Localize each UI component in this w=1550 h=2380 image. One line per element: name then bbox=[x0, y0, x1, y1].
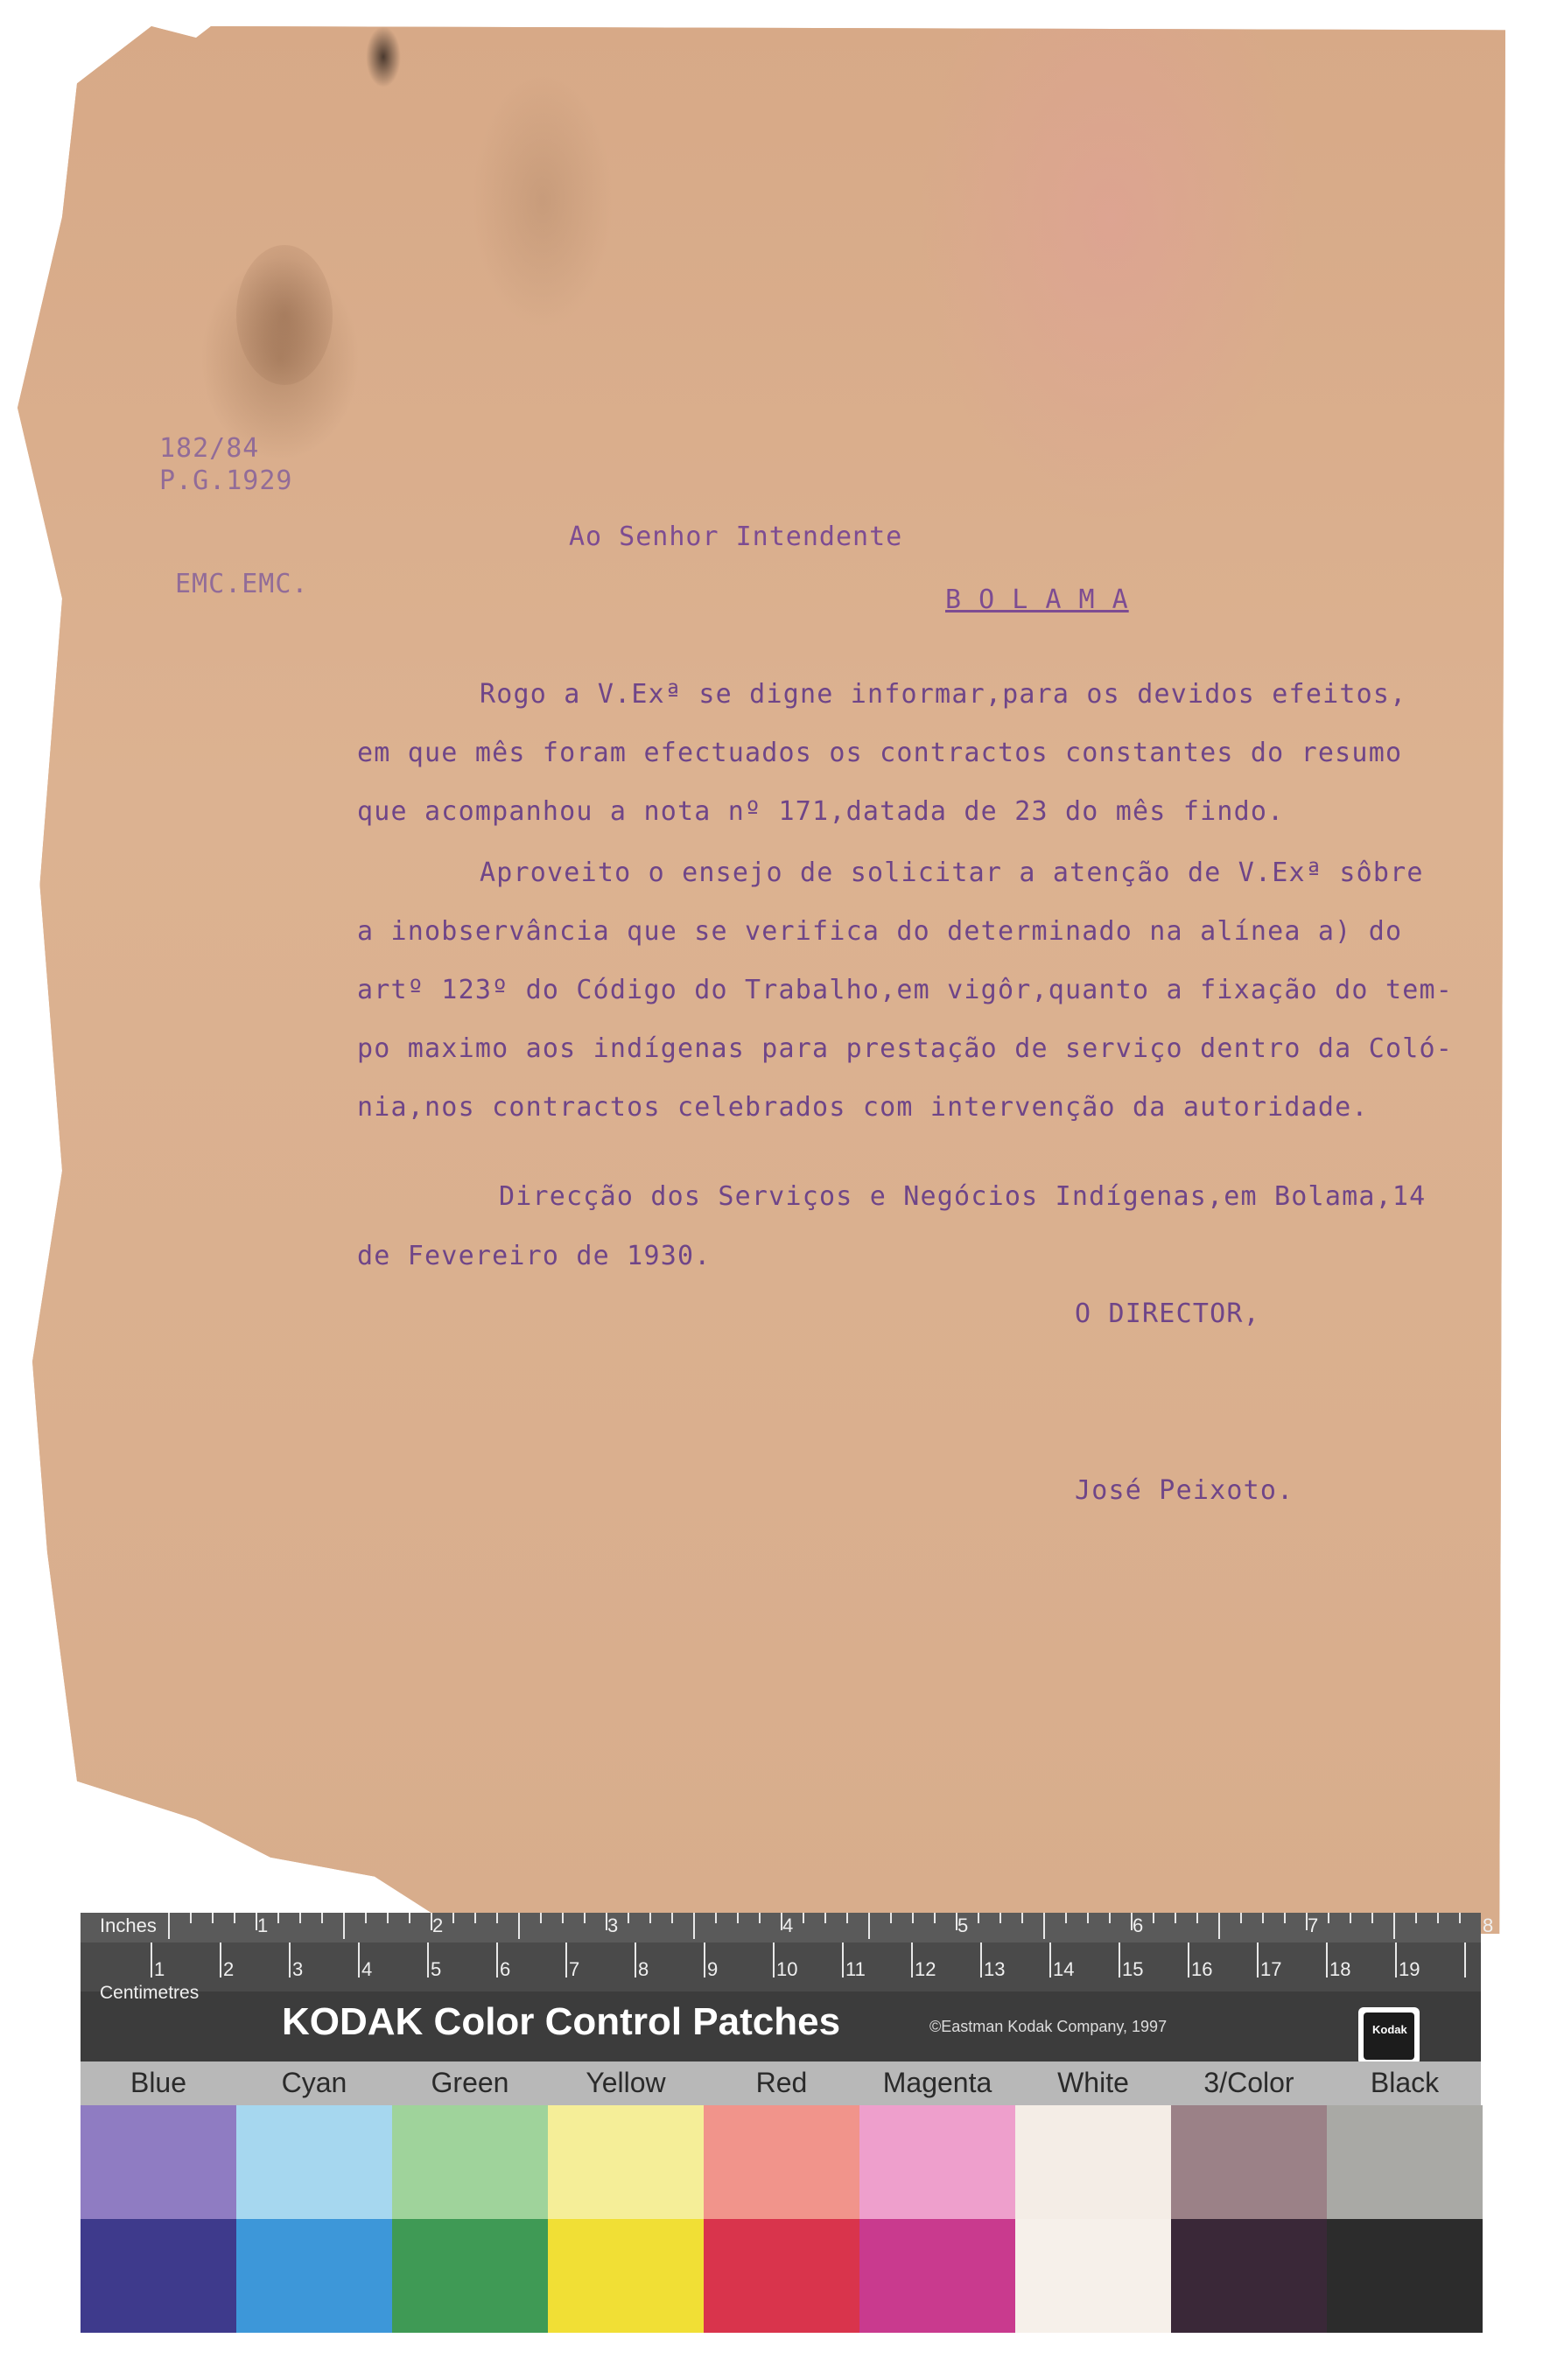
initials: EMC.EMC. bbox=[175, 569, 309, 599]
cm-tick bbox=[496, 1942, 498, 1978]
closing-line: de Fevereiro de 1930. bbox=[357, 1241, 712, 1271]
kodak-logo-icon bbox=[1358, 2007, 1420, 2065]
cm-tick bbox=[1395, 1942, 1397, 1978]
patch-label: Red bbox=[755, 2067, 808, 2098]
cm-number: 16 bbox=[1191, 1958, 1213, 1980]
cm-tick bbox=[635, 1942, 636, 1978]
cm-tick bbox=[358, 1942, 360, 1978]
color-patch-dark bbox=[392, 2219, 548, 2333]
inch-tick bbox=[234, 1913, 235, 1923]
inch-tick bbox=[759, 1913, 761, 1923]
inch-number: 2 bbox=[432, 1914, 444, 1936]
inch-tick bbox=[934, 1913, 936, 1923]
color-patch-light bbox=[1015, 2105, 1171, 2219]
color-patch-dark bbox=[859, 2219, 1015, 2333]
signature-name: José Peixoto. bbox=[1075, 1475, 1294, 1506]
cm-number: 5 bbox=[431, 1958, 442, 1980]
cm-tick bbox=[980, 1942, 982, 1978]
inch-tick bbox=[1109, 1913, 1111, 1923]
inch-tick bbox=[343, 1913, 345, 1939]
cm-number: 4 bbox=[361, 1958, 373, 1980]
inch-tick bbox=[168, 1913, 170, 1939]
cm-tick bbox=[151, 1942, 152, 1978]
inch-tick bbox=[1393, 1913, 1395, 1939]
centimetres-label: Centimetres bbox=[100, 1983, 200, 2003]
inch-number: 8 bbox=[1483, 1914, 1494, 1936]
cm-number: 14 bbox=[1053, 1958, 1075, 1980]
cm-number: 2 bbox=[223, 1958, 235, 1980]
cm-tick bbox=[1257, 1942, 1259, 1978]
inch-tick bbox=[715, 1913, 717, 1923]
patch-label: Magenta bbox=[882, 2067, 992, 2098]
inch-number: 6 bbox=[1133, 1914, 1144, 1936]
color-patch-dark bbox=[1171, 2219, 1327, 2333]
inch-tick bbox=[299, 1913, 301, 1923]
signature-title: O DIRECTOR, bbox=[1075, 1298, 1260, 1329]
inch-tick bbox=[628, 1913, 629, 1923]
inches-label: Inches bbox=[100, 1914, 157, 1936]
paragraph-line: Aproveito o ensejo de solicitar a atenção de V.Exª sôbre bbox=[480, 858, 1424, 888]
inch-tick bbox=[474, 1913, 476, 1923]
color-patch-dark bbox=[236, 2219, 392, 2333]
stain-mark bbox=[236, 245, 333, 385]
inch-tick bbox=[693, 1913, 695, 1939]
cm-number: 11 bbox=[845, 1958, 866, 1980]
inch-tick bbox=[1350, 1913, 1351, 1923]
color-patch-dark bbox=[548, 2219, 704, 2333]
patch-label: 3/Color bbox=[1203, 2067, 1294, 2098]
patch-label: Cyan bbox=[281, 2067, 347, 2098]
inch-tick bbox=[890, 1913, 892, 1923]
paragraph-line: Rogo a V.Exª se digne informar,para os devidos efeitos, bbox=[480, 679, 1407, 710]
inch-tick bbox=[649, 1913, 651, 1923]
inch-tick bbox=[868, 1913, 870, 1939]
color-patch-light bbox=[392, 2105, 548, 2219]
inch-tick bbox=[978, 1913, 979, 1923]
inch-tick bbox=[584, 1913, 586, 1923]
cm-number: 15 bbox=[1122, 1958, 1144, 1980]
inch-tick bbox=[1065, 1913, 1067, 1923]
inch-tick bbox=[1437, 1913, 1439, 1923]
inch-tick bbox=[518, 1913, 520, 1939]
cm-number: 18 bbox=[1329, 1958, 1351, 1980]
paragraph-line: nia,nos contractos celebrados com intervenção da autoridade. bbox=[357, 1092, 1369, 1123]
inch-tick bbox=[1153, 1913, 1154, 1923]
patch-label-bar bbox=[81, 2062, 1481, 2105]
inch-number: 1 bbox=[257, 1914, 269, 1936]
color-patch-light bbox=[81, 2105, 236, 2219]
inch-tick bbox=[803, 1913, 804, 1923]
color-patch-dark bbox=[704, 2219, 859, 2333]
inch-tick bbox=[824, 1913, 826, 1923]
paragraph-line: que acompanhou a nota nº 171,datada de 23 do mês findo. bbox=[357, 796, 1285, 827]
inch-tick bbox=[321, 1913, 323, 1923]
cm-tick bbox=[1326, 1942, 1328, 1978]
cm-tick bbox=[1464, 1942, 1466, 1978]
inch-tick bbox=[1087, 1913, 1089, 1923]
cm-tick bbox=[773, 1942, 775, 1978]
cm-number: 9 bbox=[707, 1958, 719, 1980]
cm-number: 1 bbox=[154, 1958, 165, 1980]
inch-number: 4 bbox=[782, 1914, 794, 1936]
cm-tick bbox=[704, 1942, 705, 1978]
inch-number: 3 bbox=[607, 1914, 619, 1936]
inch-tick bbox=[409, 1913, 410, 1923]
color-patch-light bbox=[548, 2105, 704, 2219]
color-patch-light bbox=[1171, 2105, 1327, 2219]
inch-tick bbox=[1459, 1913, 1461, 1923]
cm-tick bbox=[1049, 1942, 1051, 1978]
color-patch-light bbox=[1327, 2105, 1483, 2219]
patch-label: White bbox=[1057, 2067, 1129, 2098]
inch-tick bbox=[1284, 1913, 1286, 1923]
cm-tick bbox=[842, 1942, 844, 1978]
inch-tick bbox=[1328, 1913, 1329, 1923]
cm-tick bbox=[1119, 1942, 1120, 1978]
cm-tick bbox=[565, 1942, 567, 1978]
inch-tick bbox=[912, 1913, 914, 1923]
inch-tick bbox=[190, 1913, 192, 1923]
cm-tick bbox=[1188, 1942, 1189, 1978]
inch-tick bbox=[496, 1913, 498, 1923]
color-patch-dark bbox=[1015, 2219, 1171, 2333]
cm-tick bbox=[427, 1942, 429, 1978]
color-patch-light bbox=[859, 2105, 1015, 2219]
inch-tick bbox=[1262, 1913, 1264, 1923]
inch-number: 5 bbox=[957, 1914, 969, 1936]
logo-text: Kodak bbox=[1372, 2023, 1407, 2036]
patch-label: Yellow bbox=[586, 2067, 666, 2098]
color-patch-light bbox=[236, 2105, 392, 2219]
inch-tick bbox=[277, 1913, 279, 1923]
inch-tick bbox=[1021, 1913, 1023, 1923]
paragraph-line: po maximo aos indígenas para prestação de serviço dentro da Coló- bbox=[357, 1033, 1453, 1064]
cm-tick bbox=[220, 1942, 221, 1978]
inch-tick bbox=[540, 1913, 542, 1923]
inch-tick bbox=[1043, 1913, 1045, 1939]
inch-number: 7 bbox=[1308, 1914, 1319, 1936]
inch-tick bbox=[452, 1913, 454, 1923]
paragraph-line: artº 123º do Código do Trabalho,em vigôr,quanto a fixação do tem- bbox=[357, 975, 1453, 1005]
reference-code: P.G.1929 bbox=[159, 466, 293, 496]
reference-number: 182/84 bbox=[159, 433, 260, 464]
kodak-color-card bbox=[81, 1913, 1494, 2333]
patch-label: Blue bbox=[130, 2067, 187, 2098]
cm-number: 6 bbox=[500, 1958, 511, 1980]
inch-tick bbox=[846, 1913, 848, 1923]
inch-tick bbox=[1240, 1913, 1242, 1923]
inch-tick bbox=[365, 1913, 367, 1923]
cm-tick bbox=[911, 1942, 913, 1978]
patch-label: Black bbox=[1370, 2067, 1440, 2098]
inch-tick bbox=[737, 1913, 739, 1923]
color-patch-dark bbox=[1327, 2219, 1483, 2333]
binder-hole bbox=[366, 26, 401, 88]
inch-tick bbox=[387, 1913, 389, 1923]
cm-number: 3 bbox=[292, 1958, 304, 1980]
inch-tick bbox=[1196, 1913, 1198, 1923]
color-patch-dark bbox=[81, 2219, 236, 2333]
patch-label: Green bbox=[431, 2067, 509, 2098]
closing-line: Direcção dos Serviços e Negócios Indígenas,em Bolama,14 bbox=[499, 1181, 1427, 1212]
cm-number: 7 bbox=[569, 1958, 580, 1980]
inch-tick bbox=[1175, 1913, 1176, 1923]
cm-number: 17 bbox=[1260, 1958, 1282, 1980]
inch-tick bbox=[1415, 1913, 1417, 1923]
inch-tick bbox=[1371, 1913, 1373, 1923]
addressee: Ao Senhor Intendente bbox=[569, 522, 903, 552]
inch-tick bbox=[999, 1913, 1001, 1923]
copyright-text: ©Eastman Kodak Company, 1997 bbox=[929, 2018, 1168, 2035]
inch-tick bbox=[671, 1913, 673, 1923]
cm-number: 13 bbox=[984, 1958, 1006, 1980]
cm-number: 19 bbox=[1399, 1958, 1420, 1980]
place-heading: B O L A M A bbox=[945, 584, 1129, 615]
cm-number: 8 bbox=[638, 1958, 649, 1980]
inch-tick bbox=[562, 1913, 564, 1923]
card-title: KODAK Color Control Patches bbox=[282, 2000, 841, 2043]
paragraph-line: a inobservância que se verifica do determinado na alínea a) do bbox=[357, 916, 1403, 947]
cm-tick bbox=[289, 1942, 291, 1978]
inch-tick bbox=[212, 1913, 214, 1923]
color-patch-light bbox=[704, 2105, 859, 2219]
cm-number: 12 bbox=[915, 1958, 936, 1980]
paragraph-line: em que mês foram efectuados os contractos constantes do resumo bbox=[357, 738, 1403, 768]
inch-tick bbox=[1218, 1913, 1220, 1939]
cm-number: 10 bbox=[776, 1958, 798, 1980]
